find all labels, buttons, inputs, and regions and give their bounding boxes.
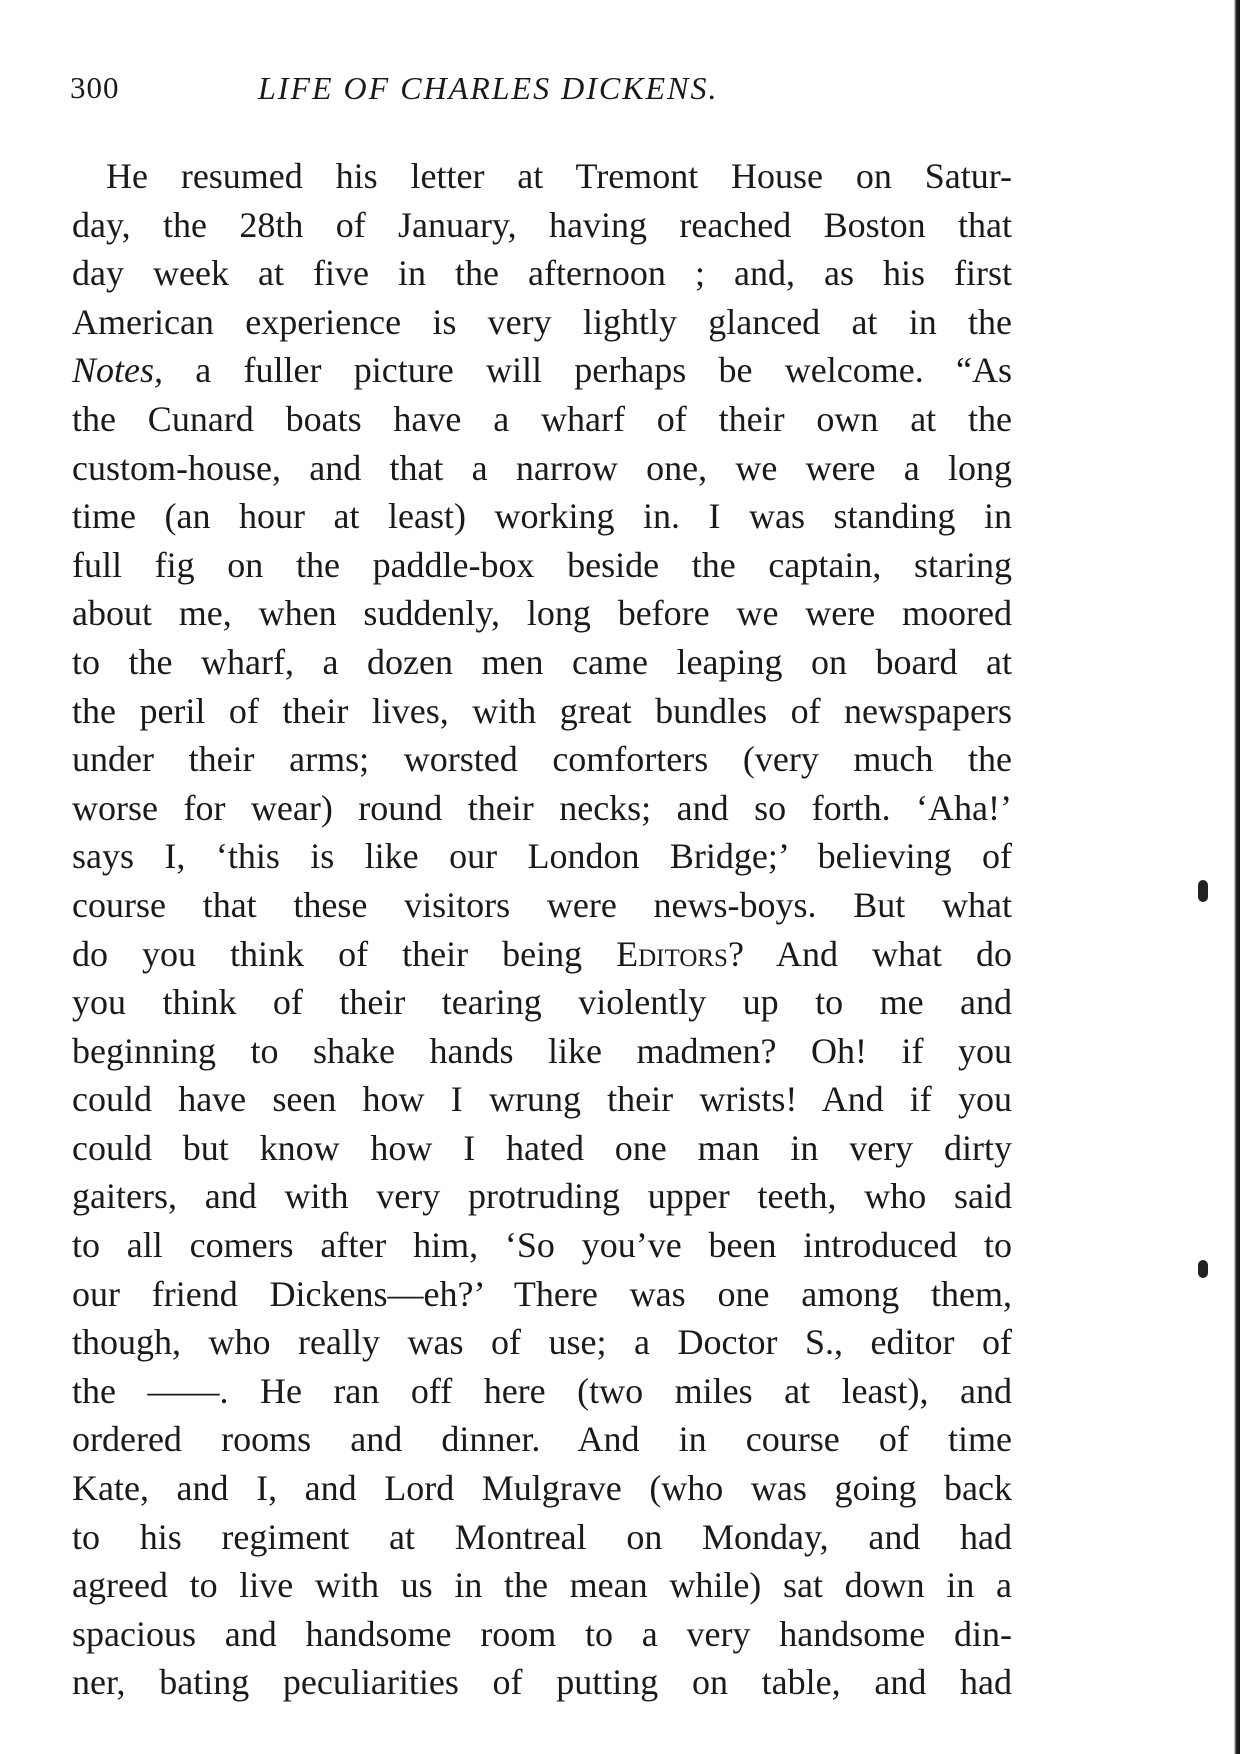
running-head: LIFE OF CHARLES DICKENS. — [258, 70, 719, 106]
text-line: the ——. He ran off here (two miles at least), and — [72, 1370, 1012, 1411]
text-line: custom-house, and that a narrow one, we were a long — [72, 447, 1012, 488]
text-line: the peril of their lives, with great bundles of newspapers — [72, 690, 1012, 731]
small-caps-editors: Editors — [616, 933, 728, 974]
text-line: though, who really was of use; a Doctor S., editor of — [72, 1322, 1012, 1363]
text-line: under their arms; worsted comforters (very much the — [72, 739, 1012, 780]
binding-speck — [1198, 880, 1208, 902]
text-line: ordered rooms and dinner. And in course of time — [72, 1419, 1012, 1460]
text-line: agreed to live with us in the mean while) sat down in a — [72, 1565, 1012, 1606]
text-line: spacious and handsome room to a very handsome din- — [72, 1613, 1012, 1654]
text-line: American experience is very lightly glanced at in the — [72, 301, 1012, 342]
text-line: day, the 28th of January, having reached Boston that — [72, 204, 1012, 245]
binding-edge — [1234, 0, 1240, 1754]
text-line: says I, ‘this is like our London Bridge;’ believing of — [72, 836, 1012, 877]
text-line: our friend Dickens—eh?’ There was one among them, — [72, 1273, 1012, 1314]
italic-title-notes: Notes, — [72, 350, 164, 391]
text-line: could but know how I hated one man in very dirty — [72, 1127, 1012, 1168]
text-line: gaiters, and with very protruding upper teeth, who said — [72, 1176, 1012, 1217]
text-line: about me, when suddenly, long before we were moored — [72, 593, 1012, 634]
page-header — [70, 66, 830, 114]
text-line: Kate, and I, and Lord Mulgrave (who was going back — [72, 1468, 1012, 1509]
text-line: to the wharf, a dozen men came leaping on board at — [72, 641, 1012, 682]
text-line: you think of their tearing violently up to me and — [72, 982, 1012, 1023]
text-line: to his regiment at Montreal on Monday, and had — [72, 1516, 1012, 1557]
text-line: He resumed his letter at Tremont House on Satur- — [106, 156, 1012, 196]
text-line: ner, bating peculiarities of putting on table, and had — [72, 1662, 1012, 1703]
text-line: course that these visitors were news-boys. But what — [72, 884, 1012, 925]
text-line: to all comers after him, ‘So you’ve been introduced to — [72, 1225, 1012, 1266]
body-text — [72, 152, 1012, 1707]
text-line: full fig on the paddle-box beside the captain, staring — [72, 544, 1012, 585]
text-line: time (an hour at least) working in. I was standing in — [72, 496, 1012, 537]
text-line: the Cunard boats have a wharf of their own at the — [72, 398, 1012, 439]
text-line: do you think of their being Editors? And what do — [72, 933, 1013, 974]
page-number: 300 — [70, 70, 120, 105]
text-line: beginning to shake hands like madmen? Oh! if you — [72, 1030, 1012, 1071]
text-line: day week at five in the afternoon ; and, as his first — [72, 253, 1012, 294]
text-line: worse for wear) round their necks; and so forth. ‘Aha!’ — [72, 787, 1012, 828]
binding-speck — [1198, 1260, 1208, 1278]
text-line: Notes, a fuller picture will perhaps be welcome. “As — [72, 350, 1012, 391]
text-line: could have seen how I wrung their wrists! And if you — [72, 1079, 1012, 1120]
